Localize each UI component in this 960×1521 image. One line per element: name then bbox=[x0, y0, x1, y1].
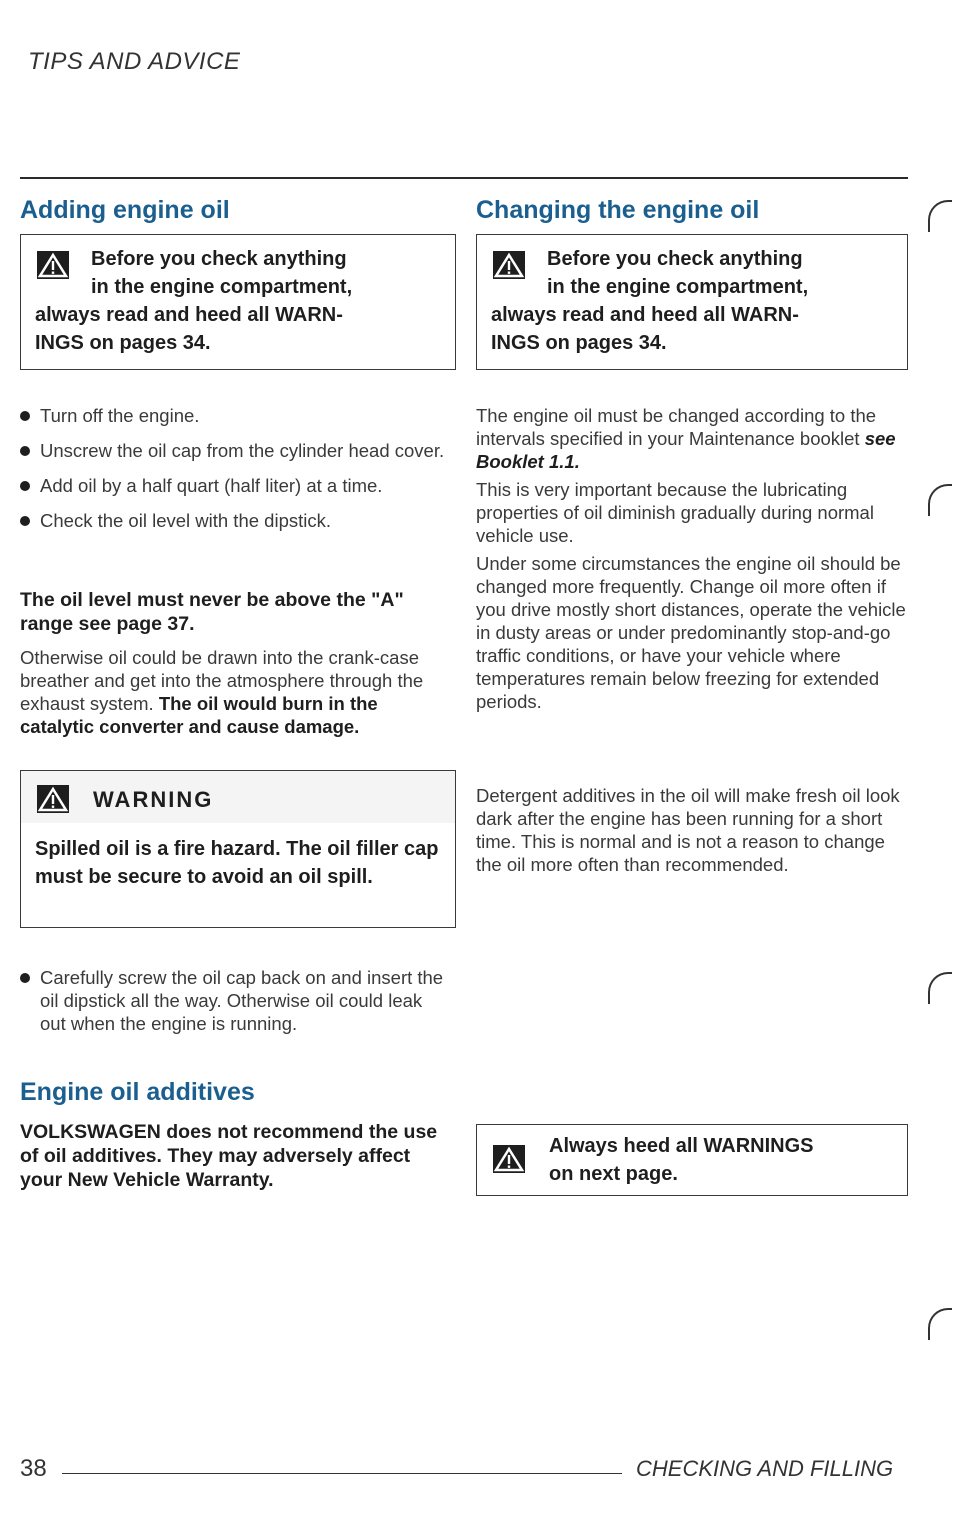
otherwise-text: Otherwise oil could be drawn into the crank-case breather and get into the atmosphere through the exhaust system. bbox=[20, 647, 424, 714]
additives-title: Engine oil additives bbox=[20, 1078, 255, 1106]
page-tab-mark bbox=[928, 200, 952, 232]
warning-line-4: INGS on pages 34. bbox=[491, 332, 667, 354]
warning-box-left bbox=[20, 234, 456, 370]
page-tab-mark bbox=[928, 1308, 952, 1340]
next-page-warning-box bbox=[476, 1124, 908, 1196]
footer-rule bbox=[62, 1473, 622, 1474]
bullet-icon bbox=[20, 446, 30, 456]
page-number: 38 bbox=[20, 1455, 47, 1482]
warning-line-4: INGS on pages 34. bbox=[35, 332, 211, 354]
warning-line-1: Before you check anything bbox=[91, 248, 347, 270]
next-page-line-1: Always heed all WARNINGS bbox=[549, 1135, 814, 1157]
oil-level-note: The oil level must never be above the "A" range see page 37. bbox=[20, 589, 404, 635]
warning-line-3: always read and heed all WARN- bbox=[35, 304, 343, 326]
list-item: Add oil by a half quart (half liter) at a time. bbox=[20, 474, 452, 497]
otherwise-paragraph bbox=[20, 646, 452, 738]
final-step bbox=[20, 966, 452, 1035]
warning-triangle-icon bbox=[493, 251, 525, 279]
p1-text: The engine oil must be changed according to the intervals specified in your Maintenance booklet bbox=[476, 405, 877, 449]
additives-text: VOLKSWAGEN does not recommend the use of oil additives. They may adversely affect your New Vehicle Warranty. bbox=[20, 1121, 438, 1191]
warning-box-right bbox=[476, 234, 908, 370]
bullet-icon bbox=[20, 481, 30, 491]
changing-paragraph-4: Detergent additives in the oil will make fresh oil look dark after the engine has been running for a short time. This is normal and is not a reason to change the oil more often than recommended. bbox=[476, 785, 900, 875]
warning-heading: WARNING bbox=[93, 787, 214, 812]
warning-line-2: in the engine compartment, bbox=[547, 276, 809, 298]
otherwise-bold: The oil would burn in the catalytic converter and cause damage. bbox=[20, 693, 378, 737]
warning-triangle-icon bbox=[37, 785, 69, 813]
warning-line-2: in the engine compartment, bbox=[91, 276, 353, 298]
bullet-icon bbox=[20, 973, 30, 983]
changing-paragraph-2: This is very important because the lubricating properties of oil diminish gradually during normal vehicle use. bbox=[476, 479, 874, 546]
warning-triangle-icon bbox=[37, 251, 69, 279]
warning-triangle-icon bbox=[493, 1145, 525, 1173]
list-item: Unscrew the oil cap from the cylinder head cover. bbox=[20, 439, 452, 462]
adding-steps bbox=[20, 404, 452, 544]
adding-oil-title: Adding engine oil bbox=[20, 196, 230, 224]
booklet-reference: see Booklet 1.1. bbox=[476, 428, 896, 472]
section-header: TIPS AND ADVICE bbox=[28, 48, 241, 75]
warning-line-3: always read and heed all WARN- bbox=[491, 304, 799, 326]
bullet-icon bbox=[20, 411, 30, 421]
changing-oil-title: Changing the engine oil bbox=[476, 196, 760, 224]
list-item: Turn off the engine. bbox=[20, 404, 452, 427]
list-item: Carefully screw the oil cap back on and insert the oil dipstick all the way. Otherwise oil could leak out when the engine is running. bbox=[20, 966, 452, 1035]
changing-paragraph-3: Under some circumstances the engine oil should be changed more frequently. Change oil more often if you drive mostly short distances, operate the vehicle in dusty areas or under predominantly stop-and-go traffic conditions, or have your vehicle where temperatures remain below freezing for extended periods. bbox=[476, 553, 906, 712]
chapter-title: CHECKING AND FILLING bbox=[636, 1456, 894, 1481]
list-item: Check the oil level with the dipstick. bbox=[20, 509, 452, 532]
header-rule bbox=[20, 177, 908, 179]
next-page-line-2: on next page. bbox=[549, 1163, 678, 1185]
page-tab-mark bbox=[928, 484, 952, 516]
warning-text: Spilled oil is a fire hazard. The oil filler cap must be secure to avoid an oil spill. bbox=[35, 838, 439, 888]
bullet-icon bbox=[20, 516, 30, 526]
changing-paragraph-1 bbox=[476, 404, 908, 473]
page-tab-mark bbox=[928, 972, 952, 1004]
spill-warning-box bbox=[20, 770, 456, 928]
warning-line-1: Before you check anything bbox=[547, 248, 803, 270]
